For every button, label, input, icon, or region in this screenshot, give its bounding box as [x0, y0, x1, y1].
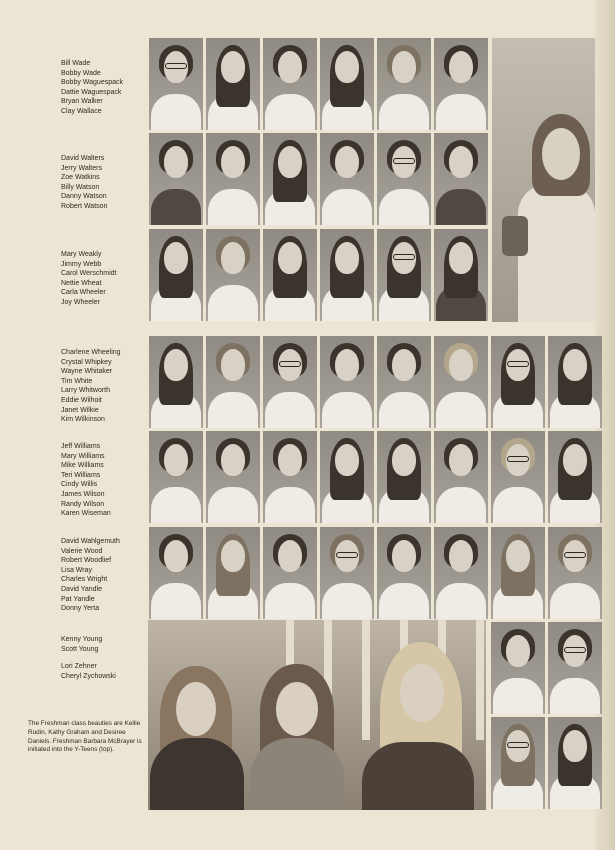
student-portrait — [149, 229, 203, 321]
student-portrait — [263, 229, 317, 321]
student-portrait — [320, 229, 374, 321]
student-portrait — [434, 229, 488, 321]
name-list-group-2 — [61, 154, 107, 212]
student-portrait — [149, 527, 203, 619]
student-portrait — [206, 133, 260, 225]
student-portrait — [149, 336, 203, 428]
student-name: Valerie Wood — [61, 547, 103, 555]
student-portrait — [320, 38, 374, 130]
student-name: Kenny Young — [61, 636, 103, 643]
student-portrait — [548, 622, 602, 714]
student-name: Larry Whitworth — [61, 387, 111, 395]
name-list-group-7 — [61, 635, 102, 654]
student-portrait — [377, 336, 431, 428]
student-portrait — [320, 336, 374, 428]
name-list-group-6 — [61, 537, 120, 614]
student-name: Danny Watson — [61, 193, 107, 201]
name-list-group-5 — [61, 442, 111, 519]
student-portrait — [377, 527, 431, 619]
student-portrait — [491, 527, 545, 619]
student-name: Zoe Watkins — [61, 174, 100, 182]
student-name: Jeff Williams — [61, 443, 101, 450]
student-portrait — [320, 527, 374, 619]
student-portrait — [434, 133, 488, 225]
student-name: Mary Williams — [61, 452, 105, 460]
student-name: Mike Williams — [61, 462, 104, 470]
student-name: David Walters — [61, 155, 105, 162]
student-portrait — [263, 431, 317, 523]
student-portrait — [206, 229, 260, 321]
student-portrait — [206, 38, 260, 130]
student-name: Crystal Whipkey — [61, 358, 112, 366]
student-portrait — [548, 431, 602, 523]
student-portrait — [548, 336, 602, 428]
student-portrait — [206, 336, 260, 428]
student-name: Billy Watson — [61, 183, 100, 191]
photo-caption: The Freshman class beauties are Kellie Rudin, Kathy Graham and Desiree Daniels. Freshman Barbara McBrayer is initiated into the Y-Teens (top). — [28, 720, 142, 754]
student-name: Donny Yerta — [61, 605, 100, 613]
student-name: Karen Wiseman — [61, 510, 111, 518]
student-name: Wayne Whitaker — [61, 368, 113, 376]
student-name: Teri Williams — [61, 471, 101, 479]
student-name: Robert Woodlief — [61, 557, 112, 565]
student-name: James Wilson — [61, 490, 105, 498]
student-portrait — [491, 431, 545, 523]
student-portrait — [263, 336, 317, 428]
student-name: Scott Young — [61, 645, 99, 653]
student-name: Lisa Wray — [61, 566, 92, 574]
student-name: Jerry Walters — [61, 164, 102, 172]
student-name: Tim White — [61, 377, 93, 385]
student-name: Bobby Wade — [61, 69, 101, 77]
student-portrait — [548, 717, 602, 809]
class-beauties-photo — [148, 620, 486, 810]
student-portrait — [434, 527, 488, 619]
student-portrait — [491, 717, 545, 809]
student-portrait — [149, 431, 203, 523]
student-portrait — [206, 527, 260, 619]
student-name: Joy Wheeler — [61, 298, 100, 306]
student-name: David Wahlgemuth — [61, 538, 120, 545]
student-name: Jimmy Webb — [61, 260, 102, 268]
name-list-group-1 — [61, 59, 123, 117]
student-name: Clay Wallace — [61, 107, 102, 115]
student-name: Cheryl Zychowski — [61, 672, 116, 680]
name-list-group-4 — [61, 348, 121, 425]
student-name: Charles Wright — [61, 576, 108, 584]
student-portrait — [434, 336, 488, 428]
student-name: Charlene Wheeling — [61, 349, 121, 356]
student-name: Carol Werschmidt — [61, 270, 117, 278]
student-name: Robert Watson — [61, 202, 108, 210]
student-name: Nettie Wheat — [61, 279, 102, 287]
student-portrait — [320, 431, 374, 523]
student-portrait — [263, 38, 317, 130]
student-name: Pat Yandle — [61, 595, 95, 603]
student-name: Bryan Walker — [61, 98, 103, 106]
student-name: Bill Wade — [61, 60, 91, 67]
student-portrait — [149, 133, 203, 225]
student-portrait — [263, 133, 317, 225]
student-name: Bobby Waguespack — [61, 79, 123, 87]
student-portrait — [377, 133, 431, 225]
student-portrait — [434, 38, 488, 130]
student-portrait — [149, 38, 203, 130]
student-name: David Yandle — [61, 585, 102, 593]
name-list-group-8 — [61, 662, 116, 681]
student-portrait — [377, 229, 431, 321]
student-portrait — [206, 431, 260, 523]
student-portrait — [434, 431, 488, 523]
student-portrait — [491, 336, 545, 428]
student-portrait — [263, 527, 317, 619]
student-name: Carla Wheeler — [61, 289, 106, 297]
student-name: Cindy Willis — [61, 481, 98, 489]
student-portrait — [548, 527, 602, 619]
student-portrait — [377, 431, 431, 523]
student-name: Janet Wilkie — [61, 406, 99, 414]
student-portrait — [377, 38, 431, 130]
student-name: Dattie Waguespack — [61, 88, 122, 96]
student-name: Lori Zehner — [61, 663, 97, 670]
name-list-group-3 — [61, 250, 117, 308]
student-name: Eddie Wilhoit — [61, 396, 102, 404]
student-name: Mary Weakly — [61, 251, 102, 258]
y-teens-photo — [492, 38, 595, 322]
student-name: Randy Wilson — [61, 500, 105, 508]
student-portrait — [491, 622, 545, 714]
student-name: Kim Wilkinson — [61, 416, 105, 424]
student-portrait — [320, 133, 374, 225]
